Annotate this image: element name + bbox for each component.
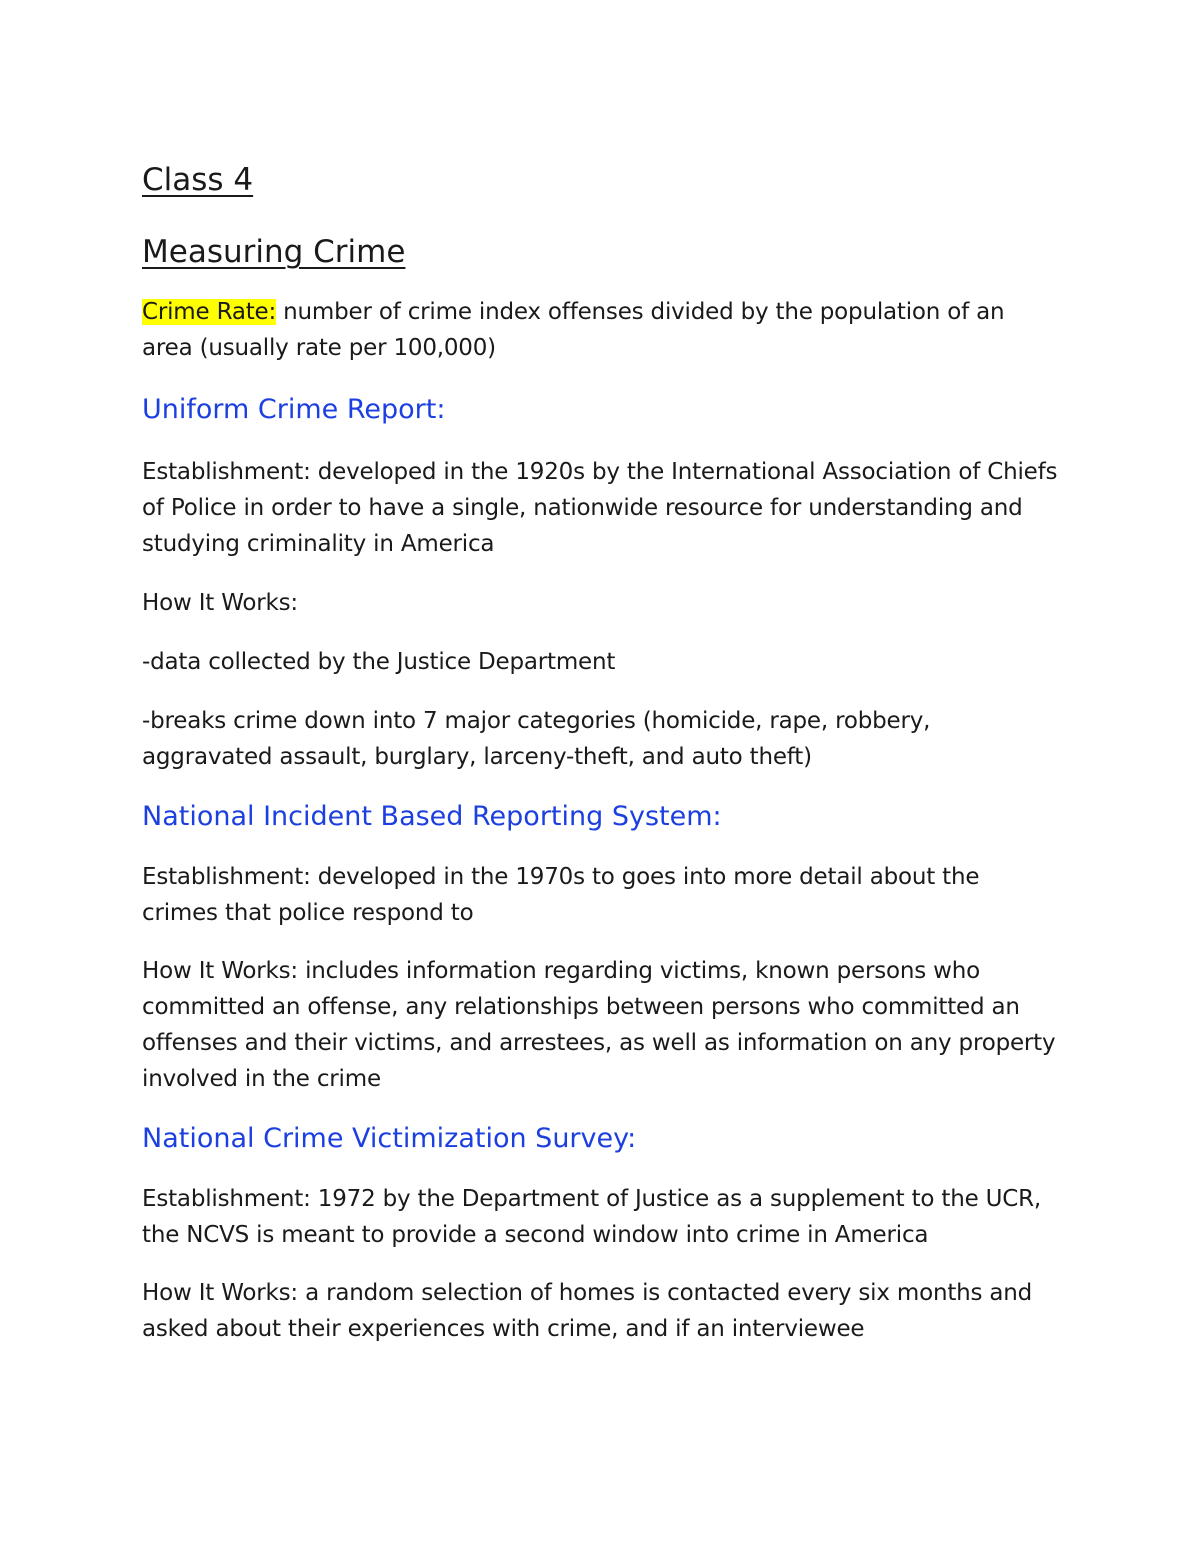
nibrs-how-it-works: How It Works: includes information regarding victims, known persons who committed an offense, any relationships between persons who committed an offenses and their victims, and arrestees, as well as information on any property involved in the crime xyxy=(142,958,1056,1092)
ncvs-establishment: Establishment: 1972 by the Department of Justice as a supplement to the UCR, the NCVS is meant to provide a second window into crime in America xyxy=(142,1186,1042,1248)
main-title: Measuring Crime xyxy=(142,234,406,270)
ucr-establishment: Establishment: developed in the 1920s by the International Association of Chiefs of Police in order to have a single, nationwide resource for understanding and studying criminality in America xyxy=(142,459,1058,557)
ncvs-heading: National Crime Victimization Survey: xyxy=(142,1123,637,1154)
ucr-heading: Uniform Crime Report: xyxy=(142,394,446,425)
nibrs-establishment: Establishment: developed in the 1970s to goes into more detail about the crimes that police respond to xyxy=(142,864,980,926)
ncvs-how-it-works: How It Works: a random selection of homes is contacted every six months and asked about their experiences with crime, and if an interviewee xyxy=(142,1280,1033,1342)
ucr-bullet-1: -data collected by the Justice Department xyxy=(142,649,616,675)
document-content xyxy=(142,158,1062,1347)
crime-rate-paragraph xyxy=(142,294,1062,366)
ucr-bullet-2: -breaks crime down into 7 major categories (homicide, rape, robbery, aggravated assault, burglary, larceny-theft, and auto theft) xyxy=(142,708,931,770)
nibrs-heading: National Incident Based Reporting System: xyxy=(142,801,722,832)
class-title: Class 4 xyxy=(142,162,254,198)
ucr-how-it-works: How It Works: xyxy=(142,590,298,616)
crime-rate-term: Crime Rate: xyxy=(142,299,277,325)
crime-rate-definition: number of crime index offenses divided by the population of an area (usually rate per 100,000) xyxy=(142,299,1005,361)
